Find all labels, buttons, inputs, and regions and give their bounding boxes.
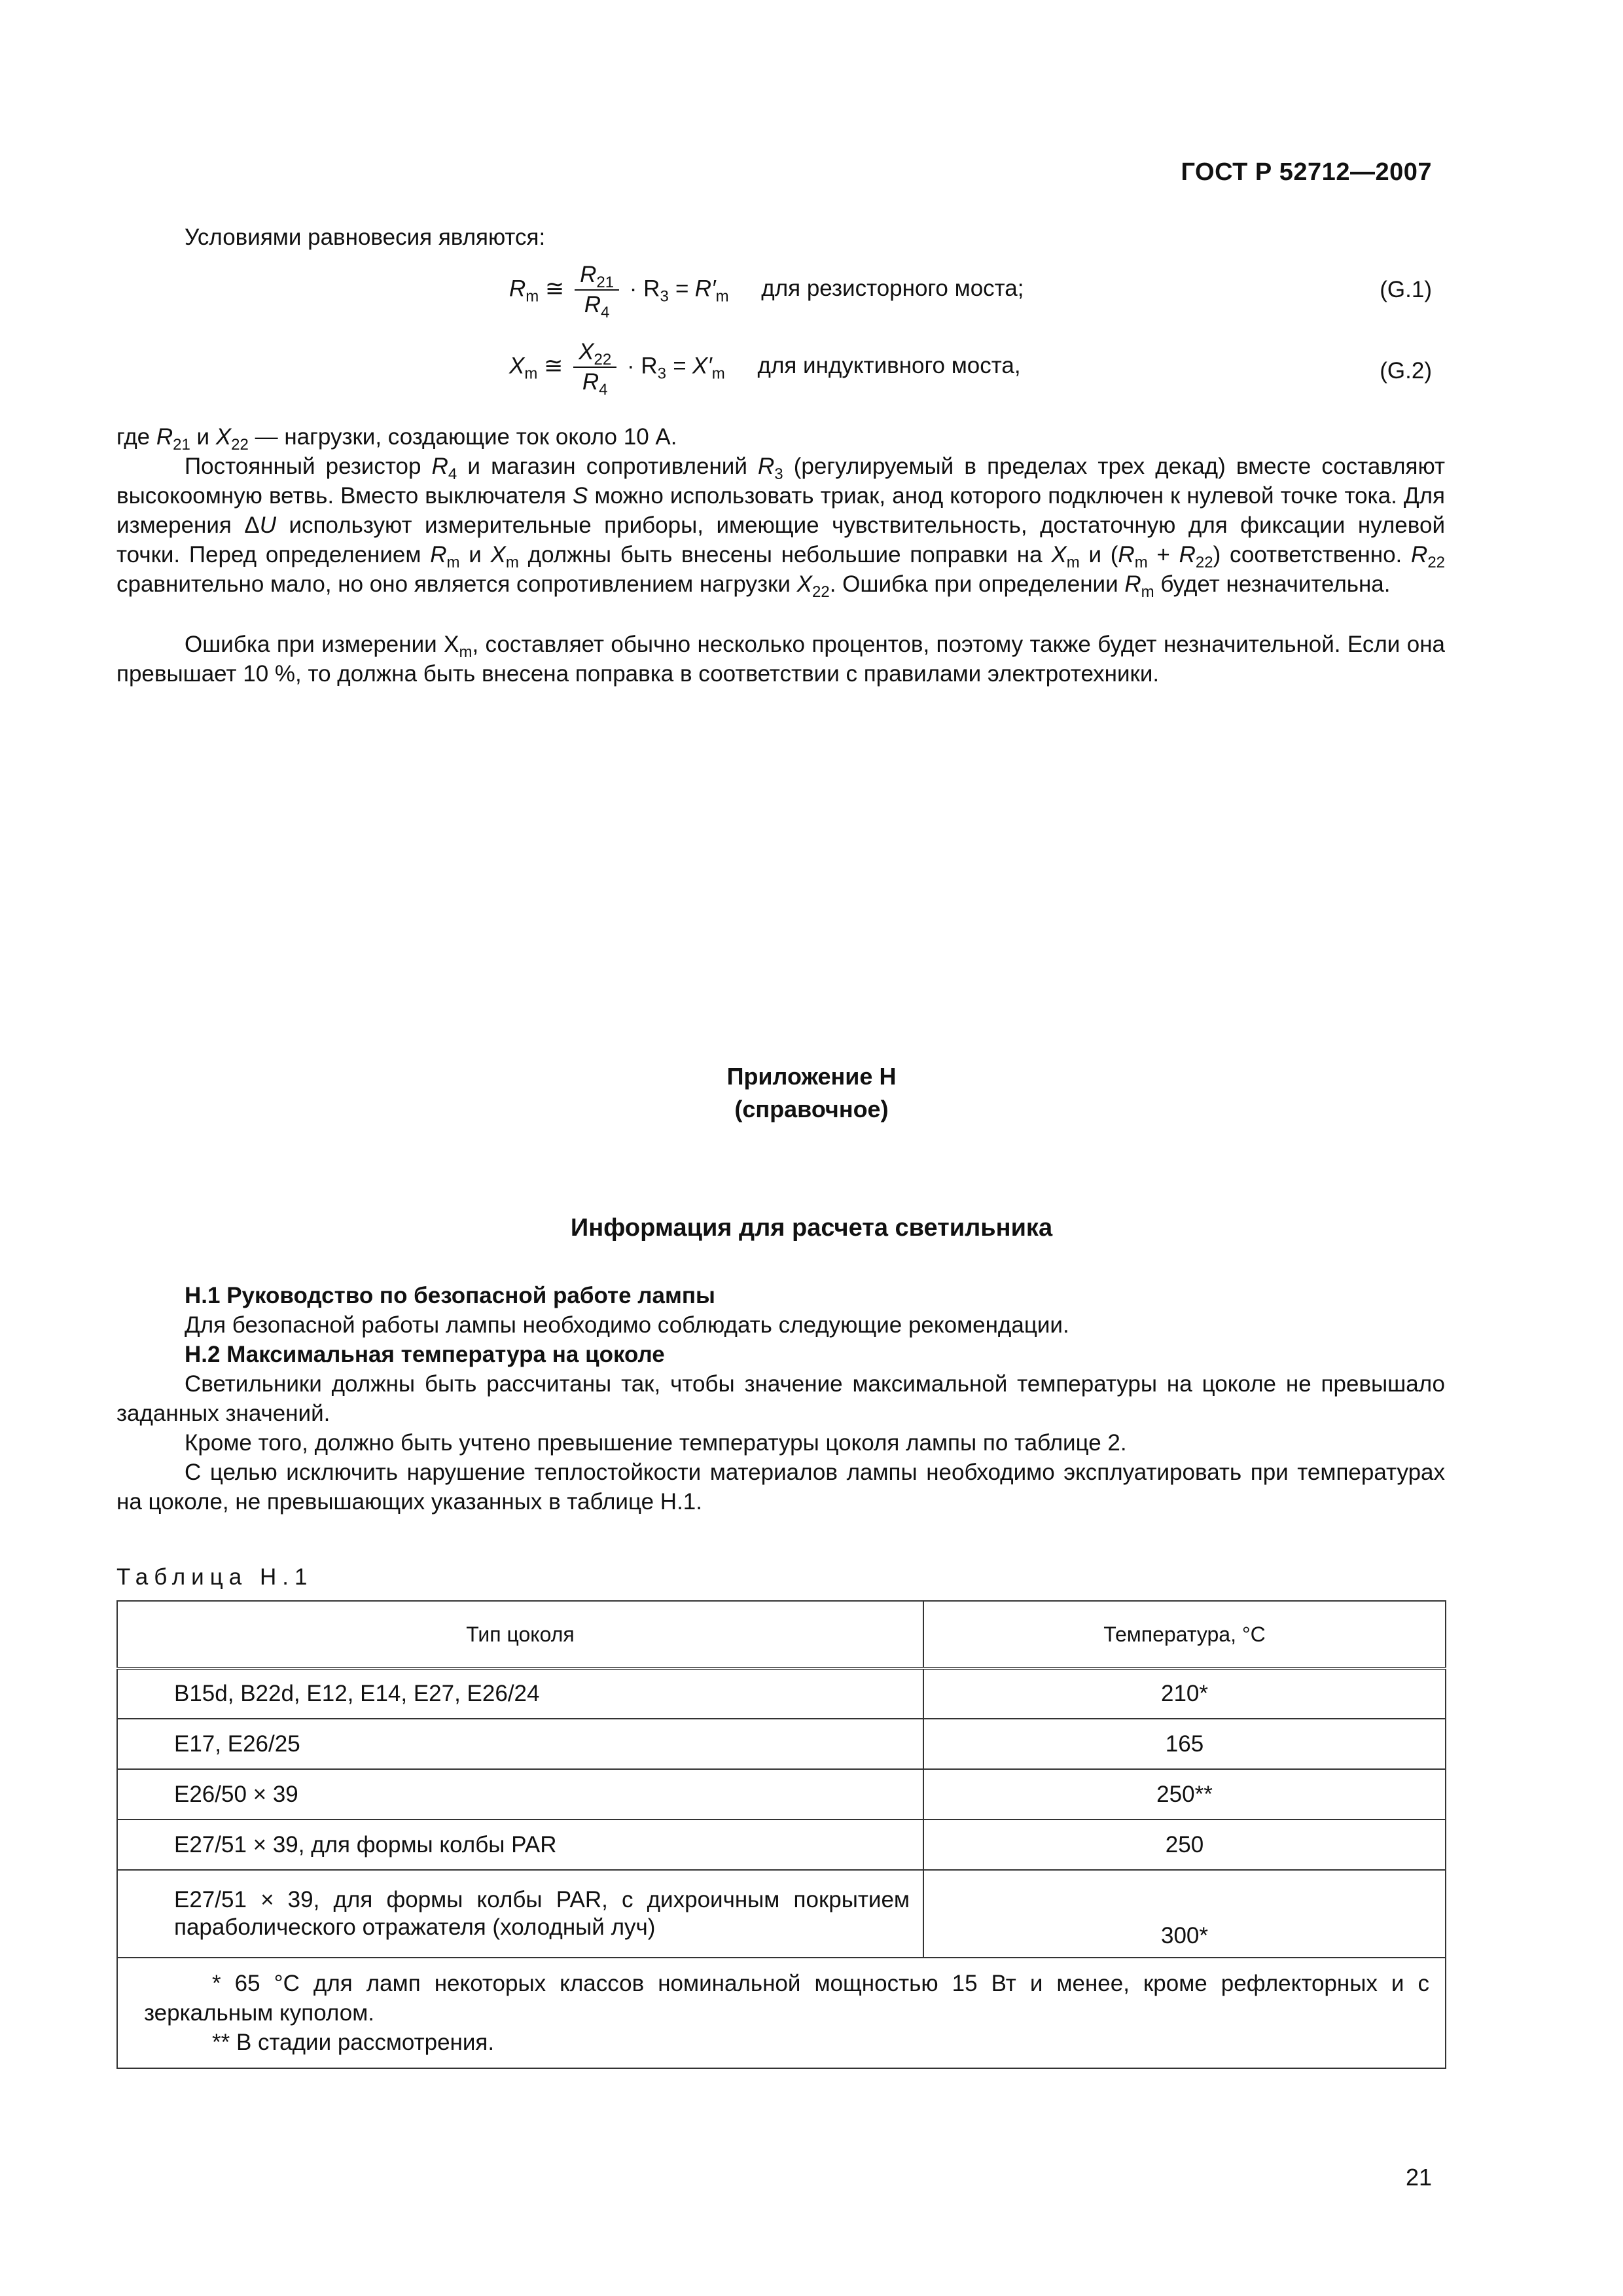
h1-text: Для безопасной работы лампы необходимо соблюдать следующие рекомендации.	[185, 1312, 1069, 1338]
table-header-temperature: Температура, °С	[923, 1601, 1446, 1668]
table-header-row	[117, 1601, 1446, 1668]
paragraph-resistor: Постоянный резистор $R_4$ и магазин сопротивлений $R_3$ (регулируемый в пределах трех декад) вместе составляют высокоомную ветвь. Вместо выключателя S можно использовать триак, анод которого подключен к нулевой точке тока. Для измерения ΔU используют измерительные приборы, имеющие чувствительность, достаточную для фиксации нулевой точки. Перед определением $R_m$ и $X_m$ должны быть внесены небольшие поправки на $X_m$ и $(R_m + R_{22})$ соответственно. $R_{22}$ сравнительно мало, но оно является сопротивлением нагрузки $X_{22}$. Ошибка при определении $R_m$ будет незначительна.	[116, 454, 1446, 601]
where-line: где $R_{21}$ и $X_{22}$ — нагрузки, создающие ток около 10 А.	[116, 424, 677, 454]
lamp-cap-temperature-table	[116, 1600, 1446, 2069]
table-cell: 210*	[923, 1668, 1446, 1719]
table-caption: Таблица Н.1	[116, 1564, 313, 1590]
page-number: 21	[1405, 2164, 1432, 2191]
table-note-1: * 65 °С для ламп некоторых классов номинальной мощностью 15 Вт и менее, кроме рефлекторных и с зеркальным куполом.	[144, 1971, 1429, 2026]
h2-heading: Н.2 Максимальная температура на цоколе	[185, 1342, 665, 1367]
h2-text-2: Кроме того, должно быть учтено превышение температуры цоколя лампы по таблице 2.	[185, 1430, 1127, 1456]
formula-g1: $R_m$ ≅ $\frac{R_{21}}{R_4}$ · $R_3 = R'_m$ для резисторного моста;	[509, 262, 1024, 321]
table-note-2: ** В стадии рассмотрения.	[212, 2030, 495, 2055]
table-cell: E26/50 × 39	[117, 1769, 923, 1820]
h2-text-1: Светильники должны быть рассчитаны так, чтобы значение максимальной температуры на цоколе не превышало заданных значений.	[116, 1371, 1445, 1426]
formula-g1-number: (G.1)	[1380, 277, 1432, 302]
table-row	[117, 1719, 1446, 1769]
table-notes-row	[117, 1958, 1446, 2068]
table-cell: 250	[923, 1820, 1446, 1870]
table-cell: 165	[923, 1719, 1446, 1769]
formula-g2-number: (G.2)	[1380, 358, 1432, 384]
table-cell: 250**	[923, 1769, 1446, 1820]
appendix-title: Приложение Н	[726, 1063, 897, 1090]
table-cell: E27/51 × 39, для формы колбы PAR	[117, 1820, 923, 1870]
appendix-subtitle: (справочное)	[734, 1096, 889, 1122]
table-cell: E17, E26/25	[117, 1719, 923, 1769]
table-notes	[117, 1958, 1446, 2068]
table-row	[117, 1769, 1446, 1820]
equilibrium-intro: Условиями равновесия являются:	[185, 224, 546, 250]
h2-text-3: С целью исключить нарушение теплостойкости материалов лампы необходимо эксплуатировать при температурах на цоколе, не превышающих указанных в таблице Н.1.	[116, 1460, 1445, 1515]
section-title: Информация для расчета светильника	[570, 1214, 1053, 1242]
table-cell: E27/51 × 39, для формы колбы PAR, с дихроичным покрытием параболического отражателя (холодный луч)	[117, 1870, 923, 1958]
document-header-code: ГОСТ Р 52712—2007	[1181, 158, 1432, 186]
table-row	[117, 1870, 1446, 1958]
table-cell: B15d, B22d, E12, E14, E27, E26/24	[117, 1668, 923, 1719]
paragraph-error: Ошибка при измерении $X_m$, составляет обычно несколько процентов, поэтому также будет незначительной. Если она превышает 10 %, то должна быть внесена поправка в соответствии с правилами электротехники.	[116, 632, 1445, 687]
formula-g2: $X_m$ ≅ $\frac{X_{22}}{R_4}$ · $R_3 = X'_m$ для индуктивного моста,	[509, 339, 1021, 399]
h1-heading: Н.1 Руководство по безопасной работе лампы	[185, 1283, 715, 1308]
table-header-cap-type: Тип цоколя	[117, 1601, 923, 1668]
table-row	[117, 1820, 1446, 1870]
table-cell: 300*	[923, 1870, 1446, 1958]
table-row	[117, 1668, 1446, 1719]
